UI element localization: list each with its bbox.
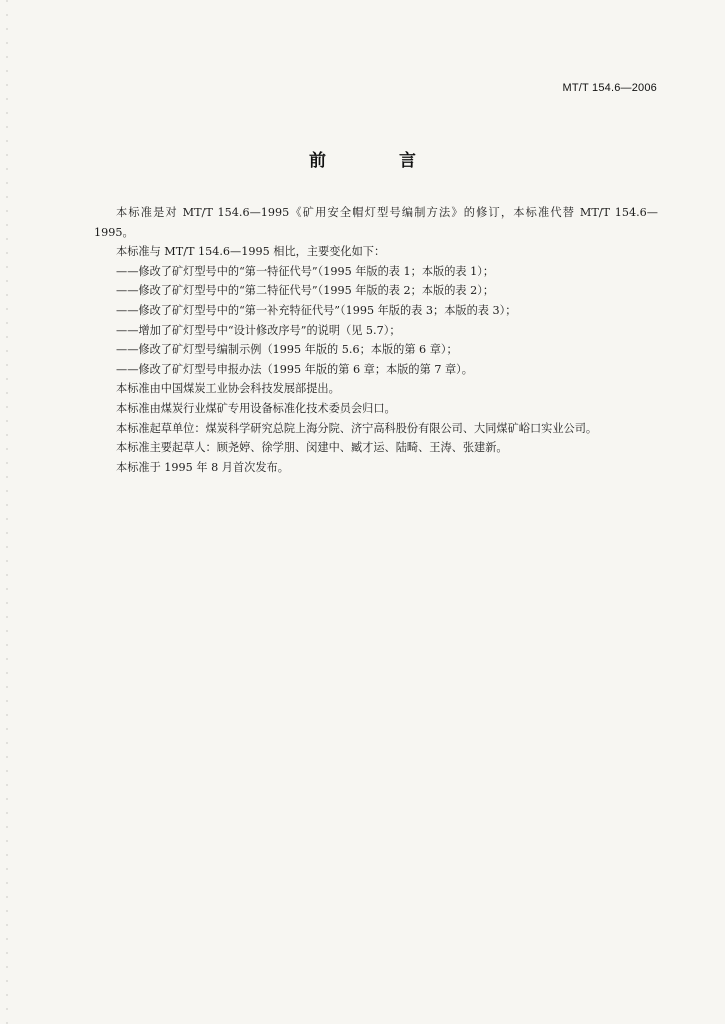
intro-paragraph: 本标准是对 MT/T 154.6—1995《矿用安全帽灯型号编制方法》的修订，本标准代替 MT/T 154.6—1995。 (94, 206, 658, 239)
changes-intro: 本标准与 MT/T 154.6—1995 相比，主要变化如下： (116, 245, 386, 259)
main-drafters: 本标准主要起草人：顾尧婷、徐学朋、闵建中、臧才运、陆畸、王涛、张建新。 (116, 441, 508, 455)
page-title: 前 言 (309, 151, 444, 171)
change-item-1: ——修改了矿灯型号中的“第一特征代号”（1995 年版的表 1；本版的表 1）； (116, 264, 495, 278)
foreword-body (94, 203, 658, 477)
change-item-5: ——修改了矿灯型号编制示例（1995 年版的 5.6；本版的第 6 章）； (116, 343, 458, 357)
change-item-3: ——修改了矿灯型号中的“第一补充特征代号”（1995 年版的表 3；本版的表 3）； (116, 303, 517, 317)
standard-code-header: MT/T 154.6—2006 (562, 82, 657, 94)
proposed-by: 本标准由中国煤炭工业协会科技发展部提出。 (116, 382, 340, 396)
first-issue: 本标准于 1995 年 8 月首次发布。 (116, 460, 289, 474)
change-item-6: ——修改了矿灯型号申报办法（1995 年版的第 6 章；本版的第 7 章）。 (116, 362, 473, 376)
drafting-units: 本标准起草单位：煤炭科学研究总院上海分院、济宁高科股份有限公司、大同煤矿峪口实业公司。 (116, 421, 598, 435)
managed-by: 本标准由煤炭行业煤矿专用设备标准化技术委员会归口。 (116, 401, 396, 415)
change-item-4: ——增加了矿灯型号中“设计修改序号”的说明（见 5.7）； (116, 323, 401, 337)
change-item-2: ——修改了矿灯型号中的“第二特征代号”（1995 年版的表 2；本版的表 2）； (116, 284, 495, 298)
